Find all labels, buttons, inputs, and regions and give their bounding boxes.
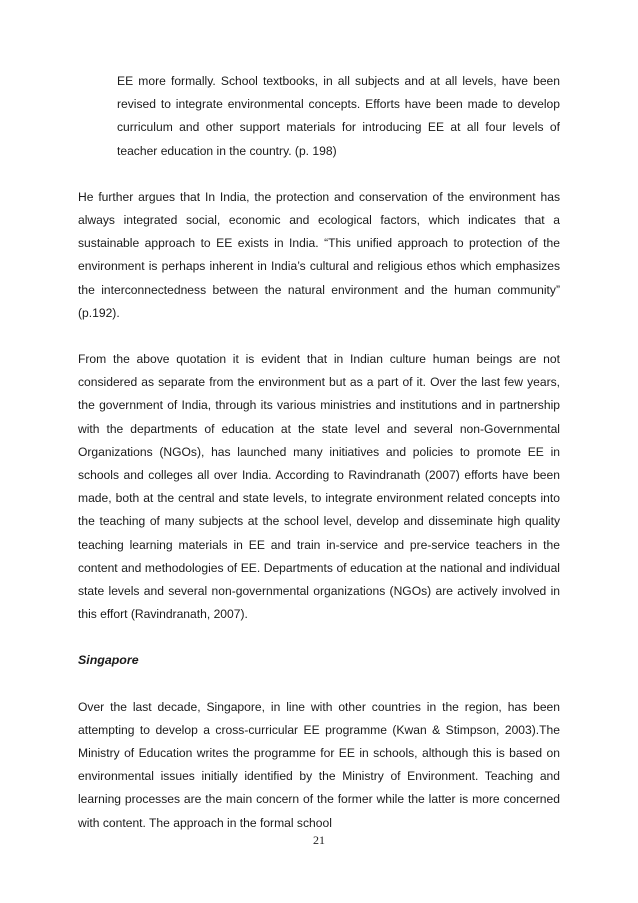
paragraph-singapore: Over the last decade, Singapore, in line with other countries in the region, has been attempting to develop a cross-curricular EE programme (Kwan & Stimpson, 2003).The Ministry of Education writes the programme for EE in schools, although this is based on environmental issues initially identified by the Ministry of Environment. Teaching and learning processes are the main concern of the former while the latter is more concerned with content. The approach in the formal school [78,699,560,830]
paragraph-spacer [78,163,560,186]
page-number: 21 [313,833,325,847]
quote-text: EE more formally. School textbooks, in all subjects and at all levels, have been revised to integrate environmental concepts. Efforts have been made to develop curriculum and other support materials for introducing EE at all four levels of teacher education in the country. (p. 198) [117,74,560,158]
paragraph-spacer [78,325,560,348]
paragraph-spacer [78,626,560,649]
paragraph-india-argument: He further argues that In India, the protection and conservation of the environment has always integrated social, economic and ecological factors, which indicates that a sustainable approach to EE exists in India. “This unified approach to protection of the environment is perhaps inherent in India’s cultural and religious ethos which emphasizes the interconnectedness between the natural environment and the human community” (p.192). [78,189,560,320]
paragraph-india-policy: From the above quotation it is evident that in Indian culture human beings are not considered as separate from the environment but as a part of it. Over the last few years, the government of India, through its various ministries and institutions and in partnership with the departments of education at the state level and several non-Governmental Organizations (NGOs), has launched many initiatives and policies to promote EE in schools and colleges all over India. According to Ravindranath (2007) efforts have been made, both at the central and state levels, to integrate environment related concepts into the teaching of many subjects at the school level, develop and disseminate high quality teaching learning materials in EE and train in-service and pre-service teachers in the content and methodologies of EE. Departments of education at the national and individual state levels and several non-governmental organizations (NGOs) are actively involved in this effort (Ravindranath, 2007). [78,352,560,622]
quote-block [117,70,560,163]
page-body [78,70,560,835]
paragraph-spacer [78,673,560,696]
section-heading-singapore: Singapore [78,653,139,668]
